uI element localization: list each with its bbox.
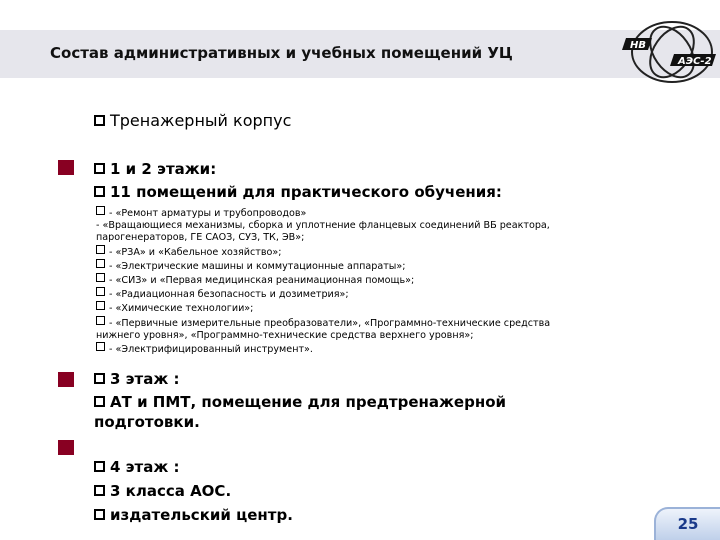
bullet-icon	[94, 115, 105, 126]
bullet-icon	[94, 509, 105, 520]
floor3-heading: 3 этаж :	[94, 370, 180, 388]
bullet-icon	[94, 186, 105, 197]
room-item: - «Радиационная безопасность и дозиметрия»;	[96, 287, 550, 301]
bullet-icon	[96, 259, 105, 268]
page-number-badge	[654, 507, 720, 540]
room-item: - «Первичные измерительные преобразователи», «Программно-технические средства нижнего уровня», «Программно-технические средства верхнего уровня»;	[96, 317, 551, 341]
logo-text-left: НВ	[630, 40, 646, 51]
floor4-item: издательский центр.	[94, 506, 293, 524]
bullet-icon	[96, 287, 105, 296]
bullet-icon	[94, 461, 105, 472]
marker-icon	[58, 440, 74, 455]
page-number: 25	[677, 515, 699, 533]
logo-text-right: АЭС-2	[678, 56, 712, 67]
bullet-icon	[94, 485, 105, 496]
floor12-subheading: 11 помещений для практического обучения:	[94, 183, 502, 201]
bullet-icon	[96, 342, 105, 351]
marker-icon	[58, 372, 74, 387]
bullet-icon	[96, 245, 105, 254]
bullet-icon	[96, 316, 105, 325]
marker-icon	[58, 160, 74, 175]
floor4-item: 3 класса АОС.	[94, 482, 231, 500]
room-list	[96, 206, 550, 356]
room-item: - «РЗА» и «Кабельное хозяйство»;	[96, 245, 550, 259]
room-item: - «СИЗ» и «Первая медицинская реанимационная помощь»;	[96, 273, 550, 287]
logo-icon	[622, 16, 718, 88]
room-item: - «Электрифицированный инструмент».	[96, 342, 550, 356]
bullet-icon	[96, 273, 105, 282]
room-item: - «Электрические машины и коммутационные аппараты»;	[96, 259, 550, 273]
bullet-icon	[94, 396, 105, 407]
bullet-icon	[94, 373, 105, 384]
bullet-icon	[94, 163, 105, 174]
room-item: - «Химические технологии»;	[96, 301, 550, 315]
slide-title: Состав административных и учебных помещений УЦ	[50, 44, 513, 62]
room-item: - «Ремонт арматуры и трубопроводов»	[96, 206, 550, 220]
bullet-icon	[96, 206, 105, 215]
floor12-heading: 1 и 2 этажи:	[94, 160, 216, 178]
floor4-heading: 4 этаж :	[94, 458, 180, 476]
floor3-item: АТ и ПМТ, помещение для предтренажерной подготовки.	[94, 393, 507, 431]
bullet-icon	[96, 301, 105, 310]
section-heading: Тренажерный корпус	[94, 111, 291, 130]
room-item: - «Вращающиеся механизмы, сборка и уплотнение фланцевых соединений ВБ реактора, парогенераторов, ГЕ САОЗ, СУЗ, ТК, ЭВ»;	[96, 220, 550, 244]
